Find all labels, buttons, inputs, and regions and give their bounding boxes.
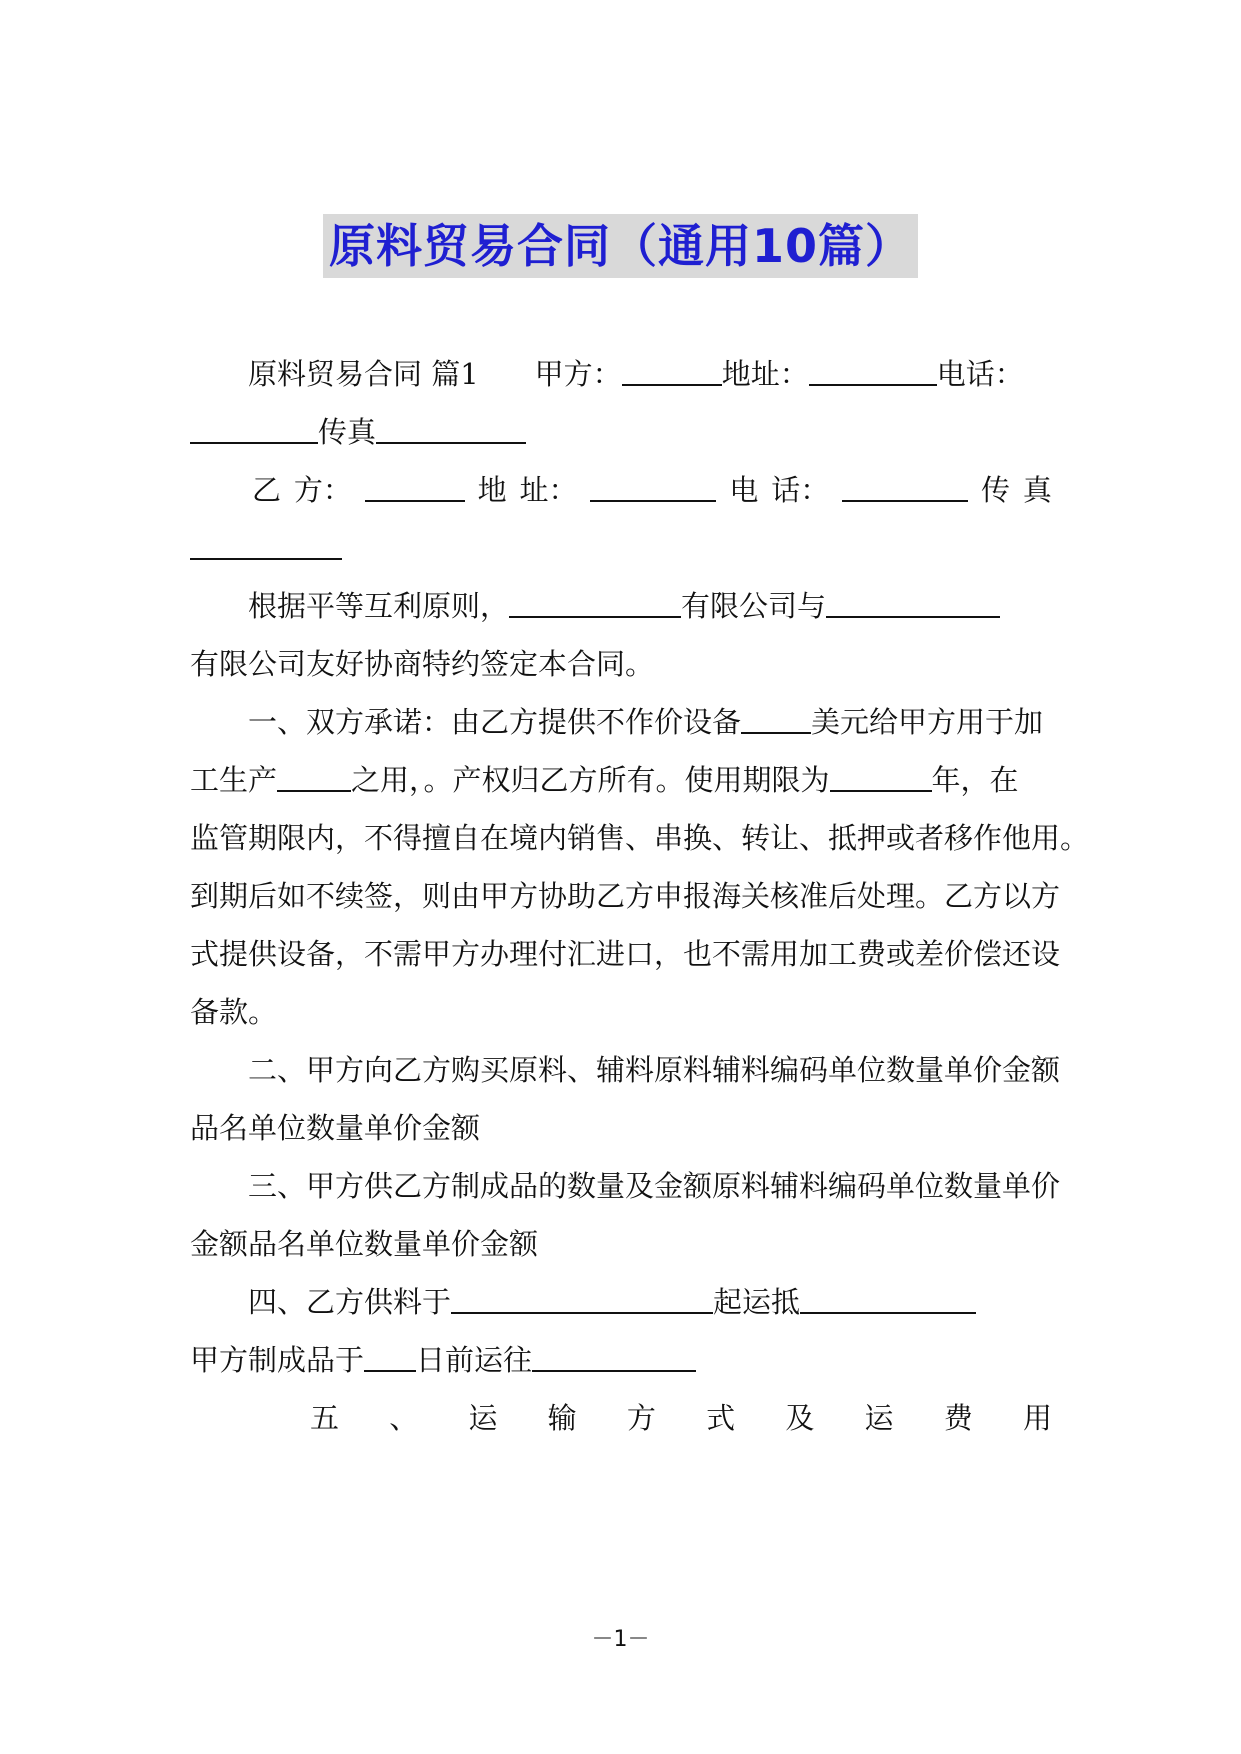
p6-line2: 金额品名单位数量单价金额 [190, 1227, 539, 1261]
page-number: －1－ [591, 1627, 650, 1652]
document-title: 原料贸易合同（通用10篇） [323, 214, 918, 278]
party-b-name-blank [365, 470, 465, 502]
p7-line2 [190, 1340, 1052, 1380]
p4-text-a: 一、双方承诺：由乙方提供不作价设备 [248, 705, 742, 739]
p1-line1 [190, 354, 1052, 394]
p3-line2: 有限公司友好协商特约签定本合同。 [190, 647, 655, 681]
p7-text-c: 甲方制成品于 [190, 1343, 365, 1377]
p5-line2: 品名单位数量单价金额 [190, 1111, 481, 1145]
party-a-label: 甲方： [534, 357, 622, 391]
party-a-fax-label: 传真 [318, 415, 377, 449]
p8-char: 用 [1022, 1401, 1052, 1435]
p8-char: 、 [389, 1401, 419, 1435]
party-b-fax-label-2: 真 [1022, 473, 1052, 507]
party-b-phone-blank [842, 470, 968, 502]
p2-line1 [190, 470, 1052, 510]
p4-line3: 监管期限内，不得擅自在境内销售、串换、转让、抵押或者移作他用。 [190, 821, 1090, 855]
party-a-address-blank [809, 354, 937, 386]
p4-text-e: 年，在 [931, 763, 1019, 797]
party-a-address-label: 地址： [721, 357, 809, 391]
p3-line1 [190, 586, 1052, 626]
p2-line2 [190, 528, 1052, 568]
party-a-phone-label: 电话： [936, 357, 1024, 391]
p7-text-a: 四、乙方供料于 [248, 1285, 452, 1319]
p8-char: 运 [468, 1401, 498, 1435]
production-blank [277, 760, 351, 792]
party-b-label-1: 乙 [252, 473, 282, 507]
p4-text-b: 美元给甲方用于加 [811, 705, 1044, 739]
party-b-phone-label-1: 电 [729, 473, 759, 507]
party-b-address-label-2: 址： [519, 473, 578, 507]
p8-char: 式 [706, 1401, 736, 1435]
ship-to-blank [532, 1340, 696, 1372]
party-b-address-blank [590, 470, 716, 502]
article-heading: 原料贸易合同 篇1 [248, 357, 479, 391]
supply-place-blank [451, 1282, 713, 1314]
p6-line1: 三、甲方供乙方制成品的数量及金额原料辅料编码单位数量单价 [248, 1169, 1061, 1203]
p3-text-b: 有限公司与 [681, 589, 827, 623]
p8-line1 [190, 1398, 1052, 1438]
title-wrap [0, 214, 1241, 278]
p8-char: 输 [547, 1401, 577, 1435]
party-b-phone-label-2: 话： [771, 473, 830, 507]
party-b-fax-label-1: 传 [980, 473, 1010, 507]
equipment-value-blank [741, 702, 811, 734]
p3-text-a: 根据平等互利原则， [248, 589, 510, 623]
p8-char: 费 [943, 1401, 973, 1435]
date-blank [364, 1340, 416, 1372]
p1-line2 [190, 412, 1052, 452]
company-b-blank [826, 586, 1000, 618]
p7-text-b: 起运抵 [713, 1285, 801, 1319]
p4-line4: 到期后如不续签，则由甲方协助乙方申报海关核准后处理。乙方以方 [190, 879, 1061, 913]
p4-line2 [190, 760, 1052, 800]
party-a-phone-blank [190, 412, 318, 444]
party-b-address-label-1: 地 [477, 473, 507, 507]
party-a-fax-blank [376, 412, 526, 444]
term-years-blank [830, 760, 932, 792]
p4-line6: 备款。 [190, 995, 278, 1029]
p7-line1 [190, 1282, 1052, 1322]
p8-char: 运 [864, 1401, 894, 1435]
party-a-name-blank [622, 354, 722, 386]
p8-char: 五 [310, 1401, 340, 1435]
company-a-blank [509, 586, 681, 618]
destination-blank [800, 1282, 976, 1314]
party-b-label-2: 方： [293, 473, 352, 507]
p8-char: 及 [785, 1401, 815, 1435]
p4-line5: 式提供设备，不需甲方办理付汇进口，也不需用加工费或差价偿还设 [190, 937, 1061, 971]
party-b-fax-blank [190, 528, 342, 560]
p4-line1 [190, 702, 1052, 742]
p7-text-d: 日前运往 [416, 1343, 533, 1377]
p4-text-c: 工生产 [190, 763, 278, 797]
p5-line1: 二、甲方向乙方购买原料、辅料原料辅料编码单位数量单价金额 [248, 1053, 1061, 1087]
p4-text-d: 之用，。产权归乙方所有。使用期限为 [351, 763, 830, 797]
p8-char: 方 [626, 1401, 656, 1435]
